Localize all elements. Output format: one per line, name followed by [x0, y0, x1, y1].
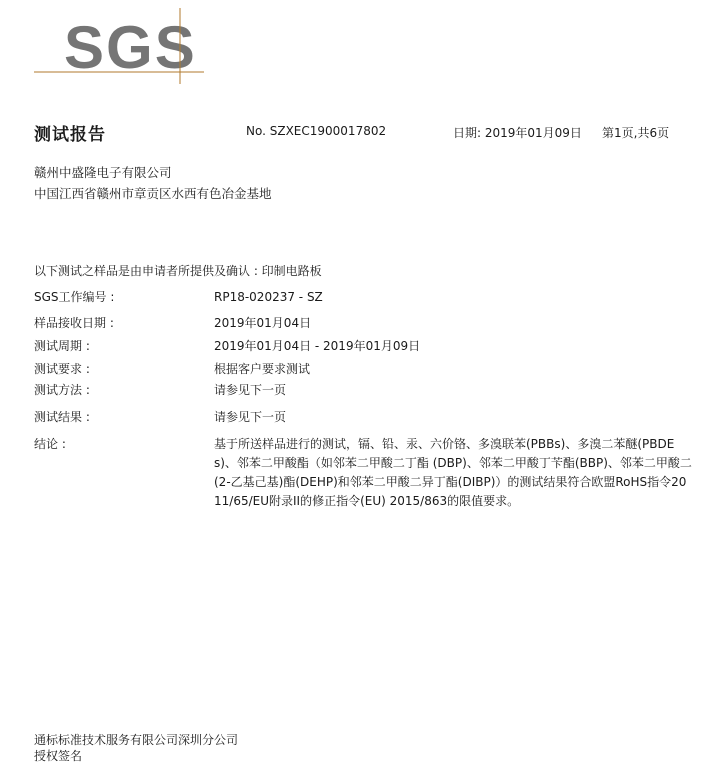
- field-value: 请参见下一页: [214, 383, 287, 397]
- sgs-logo-mark: [34, 6, 209, 84]
- field-row-test-result: [34, 408, 694, 426]
- issuing-company: 通标标准技术服务有限公司深圳分公司: [34, 733, 239, 747]
- field-row-job-number: [34, 288, 694, 306]
- applicant-block: [34, 162, 272, 204]
- field-row-conclusion: [34, 435, 694, 511]
- field-row-received-date: [34, 314, 694, 332]
- sample-intro: 以下测试之样品是由申请者所提供及确认 : 印制电路板: [34, 264, 322, 278]
- field-value: 2019年01月04日 - 2019年01月09日: [214, 339, 421, 353]
- applicant-address: 中国江西省赣州市章贡区水西有色冶金基地: [34, 186, 272, 201]
- field-value: 根据客户要求测试: [214, 362, 311, 376]
- report-title: 测试报告: [34, 125, 106, 145]
- report-header: [34, 120, 684, 144]
- field-label: 测试方法 :: [34, 383, 90, 397]
- page-indicator: 第1页,共6页: [602, 126, 670, 140]
- sgs-logo: [34, 6, 209, 84]
- signature-label: 授权签名: [34, 749, 83, 763]
- field-value: RP18-020237 - SZ: [214, 290, 323, 304]
- field-row-test-method: [34, 381, 694, 399]
- field-label: 结论 :: [34, 437, 66, 451]
- sgs-logo-text: SGS: [64, 14, 197, 81]
- report-fields: [34, 288, 694, 511]
- field-row-test-request: [34, 360, 694, 378]
- field-label: SGS工作编号 :: [34, 290, 115, 304]
- field-value: 请参见下一页: [214, 410, 287, 424]
- field-value: 2019年01月04日: [214, 316, 312, 330]
- report-number: No. SZXEC1900017802: [246, 124, 387, 138]
- field-label: 测试要求 :: [34, 362, 90, 376]
- field-row-test-period: [34, 337, 694, 355]
- applicant-name: 赣州中盛隆电子有限公司: [34, 165, 172, 180]
- field-label: 测试结果 :: [34, 410, 90, 424]
- field-label: 测试周期 :: [34, 339, 90, 353]
- report-footer: [34, 732, 238, 764]
- report-date: 日期: 2019年01月09日: [453, 126, 582, 140]
- field-label: 样品接收日期 :: [34, 316, 114, 330]
- conclusion-text: 基于所送样品进行的测试，镉、铅、汞、六价铬、多溴联苯(PBBs)、多溴二苯醚(PBDEs)、邻苯二甲酸酯（如邻苯二甲酸二丁酯 (DBP)、邻苯二甲酸丁苄酯(BBP)、邻苯二甲酸二(2-乙基己基)酯(DEHP)和邻苯二甲酸二异丁酯(DIBP)）的测试结果符合欧盟RoHS指令2011/65/EU附录II的修正指令(EU) 2015/863的限值要求。: [214, 437, 692, 508]
